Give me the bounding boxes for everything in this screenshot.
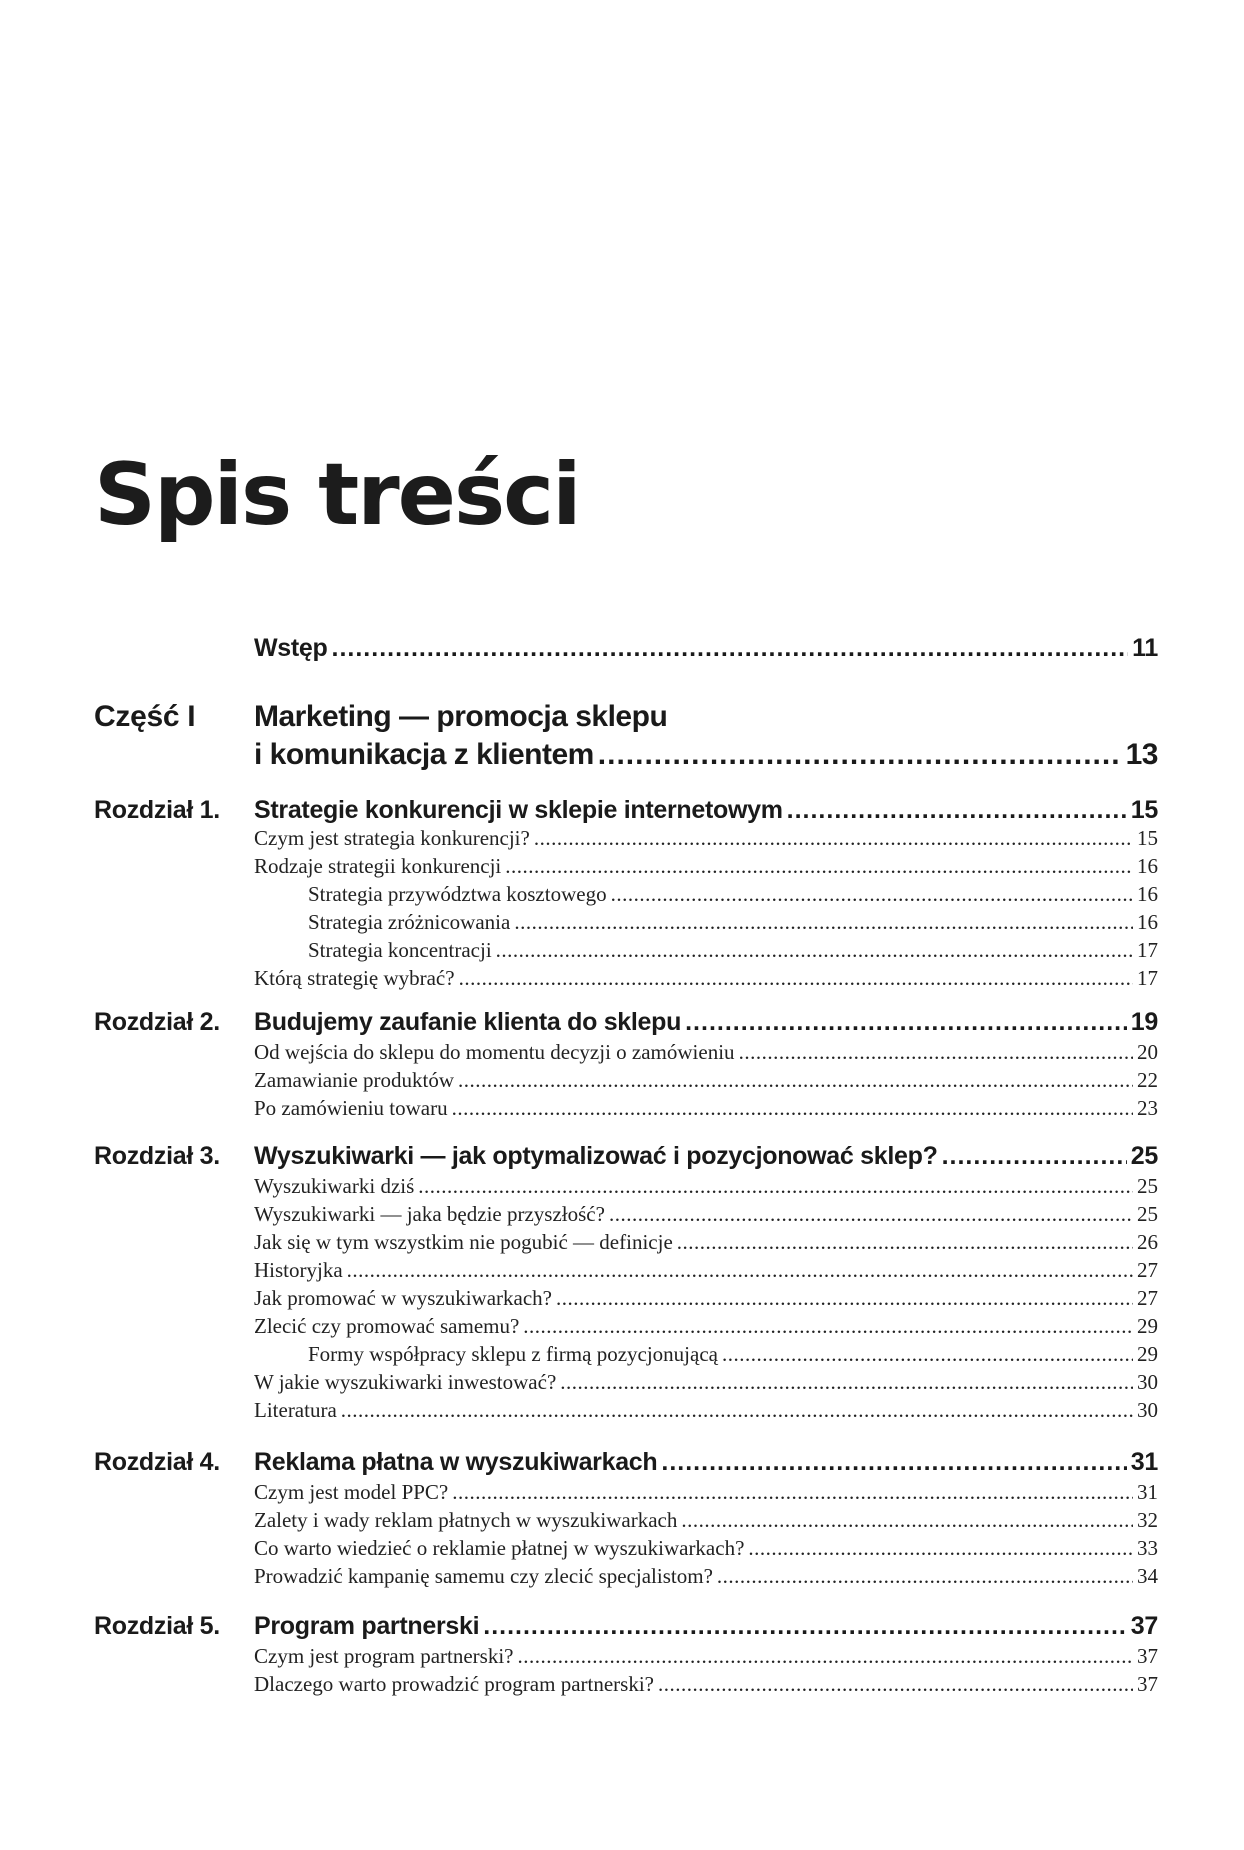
toc-page-number: 27 <box>1137 1258 1158 1282</box>
dot-leader <box>459 966 1133 991</box>
subsection-title: Strategia koncentracji <box>308 938 492 962</box>
dot-leader <box>452 1480 1133 1505</box>
subsection-title: Strategia przywództwa kosztowego <box>308 882 607 906</box>
toc-page-number: 37 <box>1137 1644 1158 1668</box>
toc-page-number: 37 <box>1137 1672 1158 1696</box>
toc-section[interactable] <box>254 1258 1158 1283</box>
dot-leader <box>534 826 1133 851</box>
section-title: Historyjka <box>254 1258 343 1282</box>
toc-section[interactable] <box>254 1370 1158 1395</box>
dot-leader <box>341 1398 1133 1423</box>
dot-leader <box>332 634 1129 663</box>
toc-section[interactable] <box>254 1040 1158 1065</box>
dot-leader <box>452 1096 1133 1121</box>
toc-page-number: 25 <box>1137 1174 1158 1198</box>
toc-subsection[interactable] <box>308 910 1158 935</box>
toc-section[interactable] <box>254 1230 1158 1255</box>
toc-page-number: 30 <box>1137 1370 1158 1394</box>
toc-page-number: 33 <box>1137 1536 1158 1560</box>
page-title: Spis treści <box>94 445 580 545</box>
toc-section[interactable] <box>254 1480 1158 1505</box>
toc-entry-intro[interactable] <box>254 634 1158 663</box>
chapter-label: Rozdział 5. <box>94 1612 220 1640</box>
part-title-line1[interactable]: Marketing — promocja sklepu <box>254 700 668 733</box>
section-title: Zamawianie produktów <box>254 1068 455 1092</box>
dot-leader <box>496 938 1133 963</box>
dot-leader <box>347 1258 1133 1283</box>
chapter-label: Rozdział 2. <box>94 1008 220 1036</box>
section-title: Co warto wiedzieć o reklamie płatnej w wyszukiwarkach? <box>254 1536 745 1560</box>
dot-leader <box>560 1370 1133 1395</box>
chapter-label: Rozdział 1. <box>94 796 220 824</box>
dot-leader <box>658 1672 1133 1697</box>
toc-section[interactable] <box>254 1644 1158 1669</box>
toc-page-number: 16 <box>1137 854 1158 878</box>
subsection-title: Formy współpracy sklepu z firmą pozycjonującą <box>308 1342 718 1366</box>
dot-leader <box>661 1448 1126 1477</box>
chapter-title: Reklama płatna w wyszukiwarkach <box>254 1448 658 1476</box>
toc-page-number: 26 <box>1137 1230 1158 1254</box>
section-title: Czym jest strategia konkurencji? <box>254 826 530 850</box>
section-title: Czym jest model PPC? <box>254 1480 449 1504</box>
chapter-title: Strategie konkurencji w sklepie internetowym <box>254 796 783 824</box>
toc-chapter-4[interactable] <box>254 1448 1158 1477</box>
toc-page-number: 25 <box>1137 1202 1158 1226</box>
section-title: Dlaczego warto prowadzić program partnerski? <box>254 1672 654 1696</box>
dot-leader <box>458 1068 1133 1093</box>
section-title: Wyszukiwarki dziś <box>254 1174 415 1198</box>
dot-leader <box>681 1508 1133 1533</box>
subsection-title: Strategia zróżnicowania <box>308 910 511 934</box>
toc-section[interactable] <box>254 1068 1158 1093</box>
toc-page-number: 15 <box>1130 796 1158 824</box>
dot-leader <box>518 1644 1133 1669</box>
dot-leader <box>598 738 1122 772</box>
toc-page-number: 37 <box>1130 1612 1158 1640</box>
toc-chapter-3[interactable] <box>254 1142 1158 1171</box>
toc-page-number: 34 <box>1137 1564 1158 1588</box>
toc-page-number: 16 <box>1137 882 1158 906</box>
toc-page-number: 15 <box>1137 826 1158 850</box>
section-title: Wyszukiwarki — jaka będzie przyszłość? <box>254 1202 605 1226</box>
section-title: Literatura <box>254 1398 337 1422</box>
toc-page-number: 20 <box>1137 1040 1158 1064</box>
toc-section[interactable] <box>254 1672 1158 1697</box>
toc-section[interactable] <box>254 1202 1158 1227</box>
dot-leader <box>418 1174 1133 1199</box>
dot-leader <box>717 1564 1133 1589</box>
chapter-label: Rozdział 3. <box>94 1142 220 1170</box>
dot-leader <box>685 1008 1127 1037</box>
toc-page-number: 22 <box>1137 1068 1158 1092</box>
toc-page-number: 31 <box>1130 1448 1158 1476</box>
toc-page-number: 31 <box>1137 1480 1158 1504</box>
section-title: Zlecić czy promować samemu? <box>254 1314 520 1338</box>
section-title: W jakie wyszukiwarki inwestować? <box>254 1370 557 1394</box>
section-title: Rodzaje strategii konkurencji <box>254 854 502 878</box>
toc-subsection[interactable] <box>308 938 1158 963</box>
toc-section[interactable] <box>254 1096 1158 1121</box>
toc-chapter-2[interactable] <box>254 1008 1158 1037</box>
dot-leader <box>787 796 1127 825</box>
chapter-title: Wyszukiwarki — jak optymalizować i pozycjonować sklep? <box>254 1142 938 1170</box>
section-title: Zalety i wady reklam płatnych w wyszukiwarkach <box>254 1508 678 1532</box>
part-title-line2: i komunikacja z klientem <box>254 738 594 771</box>
chapter-label: Rozdział 4. <box>94 1448 220 1476</box>
toc-section[interactable] <box>254 854 1158 879</box>
dot-leader <box>942 1142 1127 1171</box>
toc-chapter-1[interactable] <box>254 796 1158 825</box>
toc-subsection[interactable] <box>308 1342 1158 1367</box>
section-title: Od wejścia do sklepu do momentu decyzji o zamówieniu <box>254 1040 735 1064</box>
dot-leader <box>523 1314 1133 1339</box>
section-title: Którą strategię wybrać? <box>254 966 455 990</box>
dot-leader <box>483 1612 1127 1641</box>
section-title: Jak promować w wyszukiwarkach? <box>254 1286 552 1310</box>
toc-page-number: 16 <box>1137 910 1158 934</box>
dot-leader <box>739 1040 1133 1065</box>
dot-leader <box>514 910 1133 935</box>
toc-chapter-5[interactable] <box>254 1612 1158 1641</box>
toc-section[interactable] <box>254 826 1158 851</box>
toc-page-number: 29 <box>1137 1314 1158 1338</box>
toc-subsection[interactable] <box>308 882 1158 907</box>
toc-section[interactable] <box>254 1286 1158 1311</box>
section-title: Czym jest program partnerski? <box>254 1644 514 1668</box>
dot-leader <box>609 1202 1133 1227</box>
dot-leader <box>505 854 1133 879</box>
toc-page-number: 32 <box>1137 1508 1158 1532</box>
toc-section[interactable] <box>254 966 1158 991</box>
toc-section[interactable] <box>254 1508 1158 1533</box>
dot-leader <box>748 1536 1133 1561</box>
toc-page-number: 17 <box>1137 938 1158 962</box>
toc-page-number: 19 <box>1130 1008 1158 1036</box>
toc-page-number: 27 <box>1137 1286 1158 1310</box>
dot-leader <box>722 1342 1133 1367</box>
section-title: Jak się w tym wszystkim nie pogubić — definicje <box>254 1230 673 1254</box>
toc-section[interactable] <box>254 1564 1158 1589</box>
toc-entry-part[interactable] <box>254 738 1158 772</box>
toc-page-number: 30 <box>1137 1398 1158 1422</box>
toc-page-number: 25 <box>1130 1142 1158 1170</box>
dot-leader <box>556 1286 1133 1311</box>
section-title: Po zamówieniu towaru <box>254 1096 448 1120</box>
dot-leader <box>677 1230 1133 1255</box>
chapter-title: Budujemy zaufanie klienta do sklepu <box>254 1008 682 1036</box>
toc-section[interactable] <box>254 1314 1158 1339</box>
chapter-title: Program partnerski <box>254 1612 480 1640</box>
toc-page-number: 13 <box>1125 738 1158 771</box>
section-title: Prowadzić kampanię samemu czy zlecić specjalistom? <box>254 1564 713 1588</box>
toc-page-number: 23 <box>1137 1096 1158 1120</box>
toc-page-number: 17 <box>1137 966 1158 990</box>
toc-section[interactable] <box>254 1398 1158 1423</box>
toc-entry-title: Wstęp <box>254 634 328 662</box>
toc-page-number: 29 <box>1137 1342 1158 1366</box>
toc-page-number: 11 <box>1132 634 1158 662</box>
dot-leader <box>611 882 1133 907</box>
toc-section[interactable] <box>254 1536 1158 1561</box>
part-label: Część I <box>94 700 196 733</box>
toc-section[interactable] <box>254 1174 1158 1199</box>
